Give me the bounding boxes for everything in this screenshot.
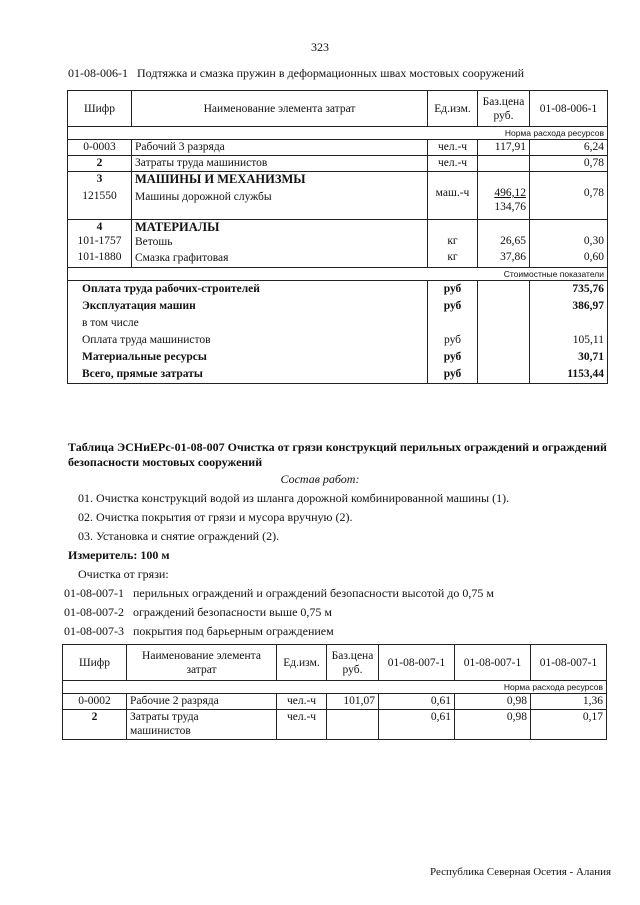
group-code: 3 <box>96 173 103 185</box>
row-price <box>327 710 379 740</box>
row-unit: чел.-ч <box>428 140 478 156</box>
cost-name: в том числе <box>82 317 139 329</box>
variant-code: 01-08-007-1 <box>64 586 124 600</box>
table-group <box>68 172 608 220</box>
row-value-3: 1,36 <box>531 694 607 710</box>
item-code: 101-1757 <box>77 235 122 247</box>
item-name: Ветошь <box>135 236 173 248</box>
variant-row <box>64 624 334 639</box>
price-1: 496,12 <box>494 187 526 199</box>
header-name-line1: Наименование элемента <box>142 649 261 662</box>
cost-unit: руб <box>443 334 462 346</box>
row-code <box>68 220 132 268</box>
table-header-row <box>63 645 607 681</box>
row-norm: 6,24 <box>530 140 608 156</box>
resource-table-2 <box>62 644 607 740</box>
cost-names <box>68 281 428 384</box>
row-code: 0-0003 <box>68 140 132 156</box>
row-name <box>127 710 277 740</box>
row-price <box>478 172 530 220</box>
variant-code: 01-08-007-2 <box>64 605 124 619</box>
variant-code: 01-08-007-3 <box>64 624 124 638</box>
row-value-1: 0,61 <box>379 710 455 740</box>
section-code: 01-08-006-1 <box>68 66 128 80</box>
header-unit: Ед.изм. <box>277 645 327 681</box>
header-name-line2: затрат <box>186 663 217 676</box>
resource-table-1 <box>67 90 608 384</box>
header-norm: 01-08-006-1 <box>530 91 608 127</box>
cost-empty <box>478 281 530 384</box>
row-norm <box>530 220 608 268</box>
row-price: 117,91 <box>478 140 530 156</box>
row-norm: 0,78 <box>530 172 608 220</box>
row-code: 2 <box>63 710 127 740</box>
cleaning-label: Очистка от грязи: <box>78 567 169 581</box>
unit: кг <box>447 235 458 247</box>
header-code: Шифр <box>63 645 127 681</box>
table-header-row <box>68 91 608 127</box>
table-row <box>63 694 607 710</box>
row-unit: маш.-ч <box>428 172 478 220</box>
norm: 0,30 <box>583 235 604 247</box>
price: 26,65 <box>500 235 526 247</box>
header-price-line1: Баз.цена <box>482 95 525 108</box>
cost-name: Всего, прямые затраты <box>82 368 203 380</box>
measure: Измеритель: 100 м <box>68 548 170 562</box>
cost-value: 30,71 <box>578 351 604 363</box>
table-row <box>68 140 608 156</box>
row-code: 2 <box>68 156 132 172</box>
row-name <box>132 220 428 268</box>
cost-value: 735,76 <box>572 283 604 295</box>
table-group <box>68 220 608 268</box>
cost-block <box>68 281 608 384</box>
row-unit: чел.-ч <box>428 156 478 172</box>
row-code <box>68 172 132 220</box>
price: 37,86 <box>500 251 526 263</box>
item-code: 101-1880 <box>77 251 122 263</box>
cost-value: 1153,44 <box>567 368 604 380</box>
row-name-line1: Затраты труда <box>130 711 199 723</box>
group-name: МАТЕРИАЛЫ <box>135 220 220 234</box>
row-name: Рабочий 3 разряда <box>132 140 428 156</box>
row-name-line2: машинистов <box>130 725 191 737</box>
cost-name: Оплата труда машинистов <box>82 334 211 346</box>
row-name <box>132 172 428 220</box>
cost-value: 105,11 <box>572 334 604 346</box>
section-name: Подтяжка и смазка пружин в деформационных швах мостовых сооружений <box>137 66 525 80</box>
variant-text: ограждений безопасности выше 0,75 м <box>133 605 333 619</box>
page-number: 323 <box>311 40 329 54</box>
group-code: 4 <box>96 221 103 233</box>
item-name: Машины дорожной службы <box>135 191 272 203</box>
cost-name: Оплата труда рабочих-строителей <box>82 283 260 295</box>
item-name: Смазка графитовая <box>135 252 229 264</box>
header-norm-3: 01-08-007-1 <box>531 645 607 681</box>
row-name: Рабочие 2 разряда <box>127 694 277 710</box>
row-price <box>478 156 530 172</box>
header-norm-1: 01-08-007-1 <box>379 645 455 681</box>
cost-unit: руб <box>443 300 462 312</box>
cost-units <box>428 281 478 384</box>
cost-label: Стоимостные показатели <box>68 268 608 281</box>
group-name: МАШИНЫ И МЕХАНИЗМЫ <box>135 172 306 186</box>
header-price-line2: руб. <box>493 109 514 122</box>
header-name: Наименование элемента затрат <box>132 91 428 127</box>
variant-text: покрытия под барьерным ограждением <box>133 624 334 638</box>
header-name <box>127 645 277 681</box>
header-norm-2: 01-08-007-1 <box>455 645 531 681</box>
composition-title: Состав работ: <box>280 472 360 486</box>
row-code: 0-0002 <box>63 694 127 710</box>
work-item: 03. Установка и снятие ограждений (2). <box>78 529 280 543</box>
row-value-1: 0,61 <box>379 694 455 710</box>
row-unit: чел.-ч <box>277 694 327 710</box>
header-price-line1: Баз.цена <box>331 649 374 662</box>
cost-name: Материальные ресурсы <box>82 351 207 363</box>
row-name: Затраты труда машинистов <box>132 156 428 172</box>
variant-text: перильных ограждений и ограждений безопасности высотой до 0,75 м <box>133 586 494 600</box>
row-price <box>478 220 530 268</box>
header-price-line2: руб. <box>342 663 363 676</box>
table-row <box>68 156 608 172</box>
section-title <box>68 66 524 81</box>
price-2: 134,76 <box>494 201 526 213</box>
header-price <box>478 91 530 127</box>
cost-unit: руб <box>443 368 462 380</box>
header-price <box>327 645 379 681</box>
cost-unit: руб <box>443 283 462 295</box>
row-norm: 0,78 <box>530 156 608 172</box>
row-value-2: 0,98 <box>455 710 531 740</box>
work-item: 01. Очистка конструкций водой из шланга дорожной комбинированной машины (1). <box>78 491 510 505</box>
norm: 0,60 <box>583 251 604 263</box>
variant-row <box>64 605 332 620</box>
cost-unit: руб <box>443 351 462 363</box>
variant-row <box>64 586 494 601</box>
norm-label: Норма расхода ресурсов <box>63 681 607 694</box>
header-code: Шифр <box>68 91 132 127</box>
row-price: 101,07 <box>327 694 379 710</box>
row-unit <box>428 220 478 268</box>
row-value-2: 0,98 <box>455 694 531 710</box>
table2-title: Таблица ЭСНиЕРс-01-08-007 Очистка от грязи конструкций перильных ограждений и ограждений безопасности мостовых сооружений <box>68 440 607 469</box>
footer-region: Республика Северная Осетия - Алания <box>430 866 612 878</box>
cost-name: Эксплуатация машин <box>82 300 196 312</box>
norm-label: Норма расхода ресурсов <box>68 127 608 140</box>
row-unit: чел.-ч <box>277 710 327 740</box>
item-code: 121550 <box>82 190 117 202</box>
work-item: 02. Очистка покрытия от грязи и мусора вручную (2). <box>78 510 353 524</box>
cost-values <box>530 281 608 384</box>
row-value-3: 0,17 <box>531 710 607 740</box>
cost-value: 386,97 <box>572 300 604 312</box>
table-row <box>63 710 607 740</box>
unit: кг <box>447 251 458 263</box>
header-unit: Ед.изм. <box>428 91 478 127</box>
